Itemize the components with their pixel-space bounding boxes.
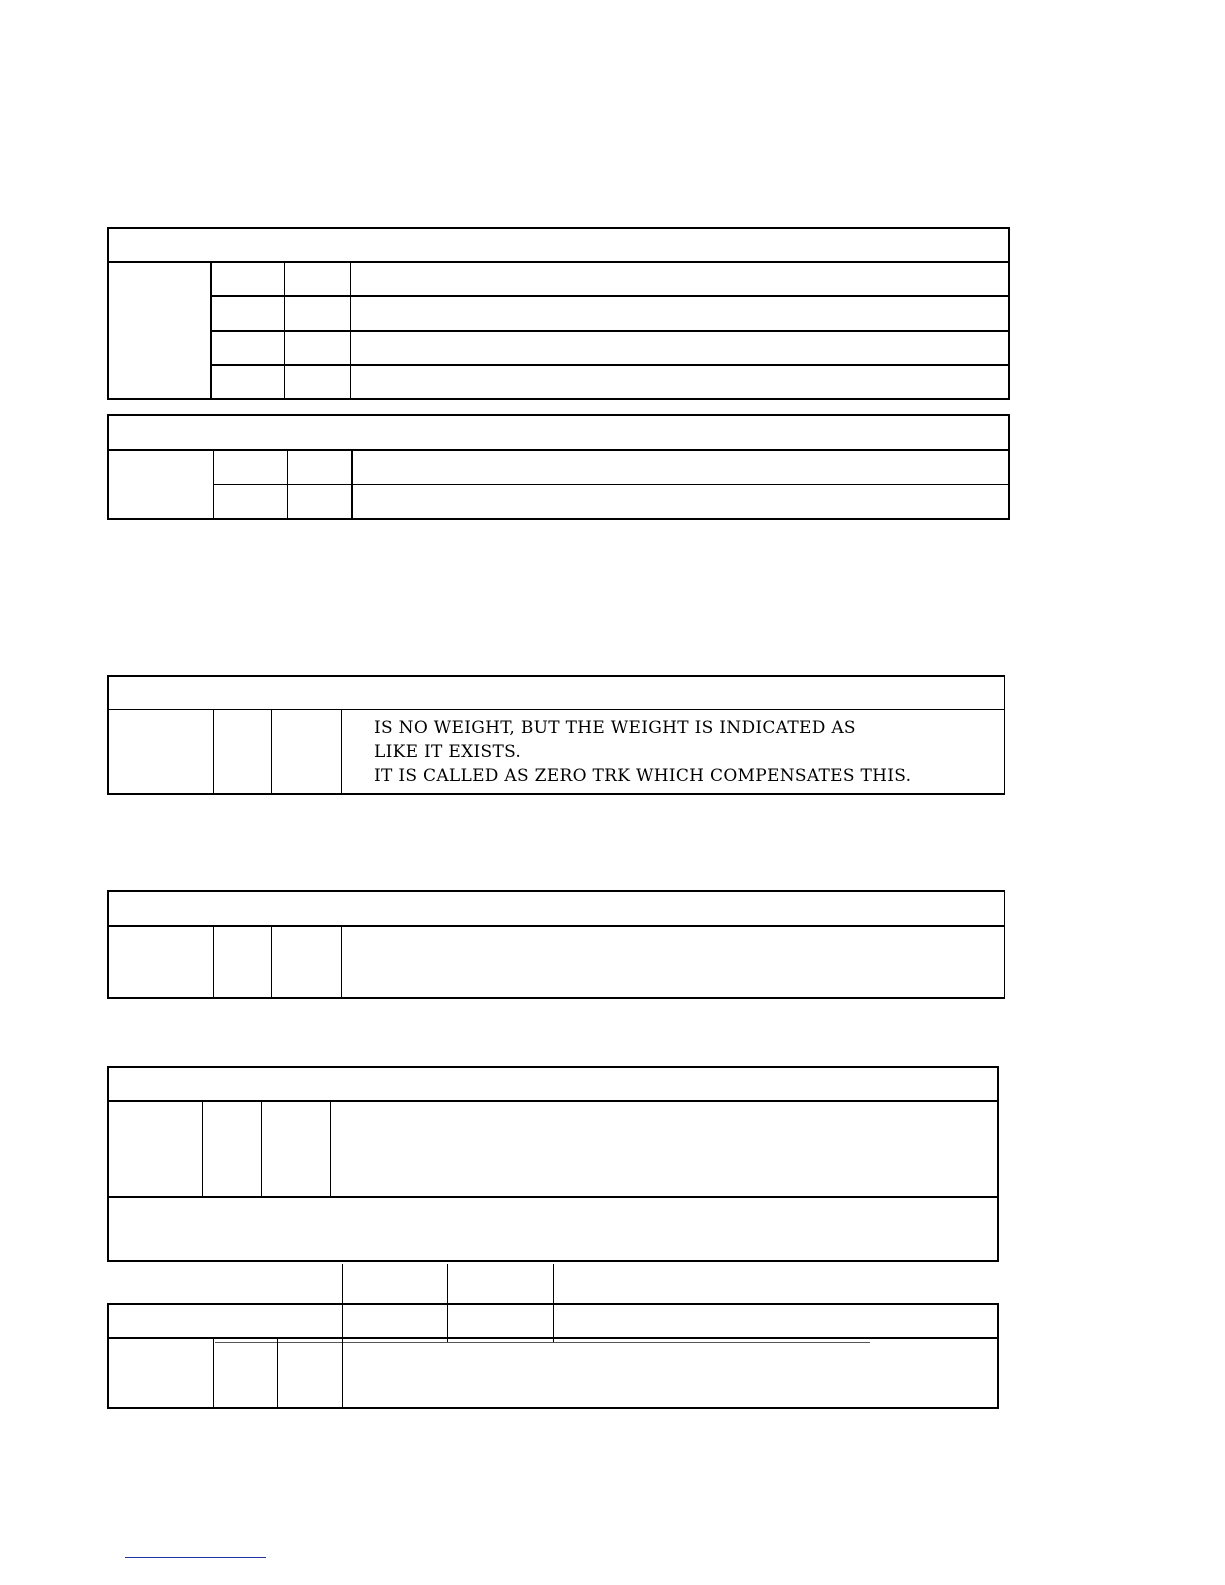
description-line: IS NO WEIGHT, BUT THE WEIGHT IS INDICATED AS — [374, 718, 856, 738]
table-3-col-divider-3 — [341, 709, 342, 795]
description-line: LIKE IT EXISTS. — [374, 742, 522, 762]
table-1-row-divider — [210, 330, 1010, 332]
table-2 — [107, 414, 1010, 520]
table-5-col-divider-1 — [202, 1100, 203, 1196]
table-1-row-divider — [210, 364, 1010, 366]
table-1 — [107, 227, 1010, 400]
footer-line — [125, 1557, 266, 1558]
table-5-row-divider — [107, 1196, 999, 1198]
table-6-col-divider-2 — [277, 1337, 278, 1409]
table-4-header-divider — [107, 925, 1005, 927]
table-4-col-divider-1 — [213, 925, 214, 999]
table-5-header-divider — [107, 1100, 999, 1102]
table-4-col-divider-2 — [271, 925, 272, 999]
table-3-description — [374, 716, 1004, 788]
description-line: IT IS CALLED AS ZERO TRK WHICH COMPENSATES THIS. — [374, 766, 912, 786]
table-3-col-divider-1 — [213, 709, 214, 795]
table-6 — [107, 1303, 999, 1409]
table-5 — [107, 1066, 999, 1262]
table-3-header-divider — [107, 709, 1005, 710]
table-6-col-divider-1 — [213, 1337, 214, 1409]
table-6-col-divider-3 — [342, 1337, 343, 1409]
table-6-inner-line — [215, 1342, 870, 1343]
table-4-col-divider-3 — [341, 925, 342, 999]
table-6-header-divider — [107, 1337, 999, 1339]
table-2-row-divider — [213, 484, 1010, 485]
table-1-header-divider — [107, 261, 1010, 263]
table-5-col-divider-2 — [261, 1100, 262, 1196]
table-2-header-divider — [107, 449, 1010, 451]
table-4 — [107, 890, 1005, 999]
table-5-col-divider-3 — [330, 1100, 331, 1196]
table-3-col-divider-2 — [271, 709, 272, 795]
table-1-row-divider — [210, 295, 1010, 297]
